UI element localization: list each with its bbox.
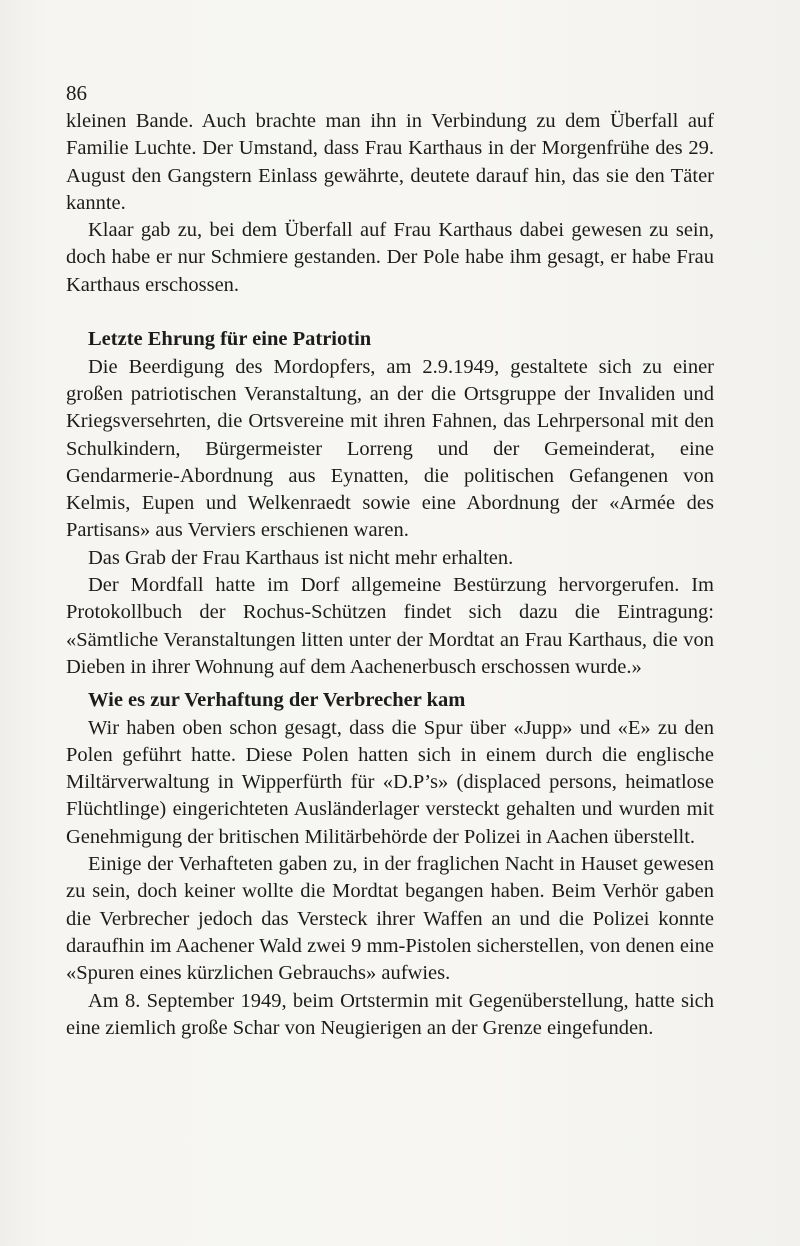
paragraph: kleinen Bande. Auch brachte man ihn in Verbindung zu dem Überfall auf Familie Luchte. Der Umstand, dass Frau Karthaus in der Morgenfrühe des 29. August den Gangstern Einlass gewährte, deutete darauf hin, das sie den Täter kannte. xyxy=(66,110,714,214)
section-heading: Letzte Ehrung für eine Patriotin xyxy=(88,328,372,351)
page-text-block xyxy=(66,78,714,1042)
section-heading: Wie es zur Verhaftung der Verbrecher kam xyxy=(88,689,466,712)
paragraph: Am 8. September 1949, beim Ortstermin mit Gegenüberstellung, hatte sich eine ziemlich große Schar von Neugierigen an der Grenze eingefunden. xyxy=(66,989,714,1039)
page-content xyxy=(66,108,714,1042)
paragraph: Das Grab der Frau Karthaus ist nicht mehr erhalten. xyxy=(88,546,514,569)
paragraph: Klaar gab zu, bei dem Überfall auf Frau Karthaus dabei gewesen zu sein, doch habe er nur Schmiere gestanden. Der Pole habe ihm gesagt, er habe Frau Karthaus erschossen. xyxy=(66,219,714,296)
paragraph: Einige der Verhafteten gaben zu, in der fraglichen Nacht in Hauset gewesen zu sein, doch keiner wollte die Mordtat begangen haben. Beim Verhör gaben die Verbrecher jedoch das Versteck ihrer Waffen an und die Polizei konnte daraufhin im Aachener Wald zwei 9 mm-Pistolen sicherstellen, von denen eine «Spuren eines kürzlichen Gebrauchs» aufwies. xyxy=(66,853,714,985)
paragraph: Der Mordfall hatte im Dorf allgemeine Bestürzung hervorgerufen. Im Protokollbuch der Rochus-Schützen findet sich dazu die Eintragung: «Sämtliche Veranstaltungen litten unter der Mordtat an Frau Karthaus, die von Dieben in ihrer Wohnung auf dem Aachenerbusch erschossen wurde.» xyxy=(66,574,714,678)
paragraph: Die Beerdigung des Mordopfers, am 2.9.1949, gestaltete sich zu einer großen patriotischen Veranstaltung, an der die Ortsgruppe der Invaliden und Kriegsversehrten, die Ortsvereine mit ihren Fahnen, das Lehrpersonal mit den Schulkindern, Bürgermeister Lorreng und der Gemeinderat, eine Gendarmerie-Abordnung aus Eynatten, die politischen Gefangenen von Kelmis, Eupen und Welkenraedt sowie eine Abordnung der «Armée des Partisans» aus Verviers erschienen waren. xyxy=(66,355,714,542)
section-spacer xyxy=(66,299,714,326)
paragraph: Wir haben oben schon gesagt, dass die Spur über «Jupp» und «E» zu den Polen geführt hatte. Diese Polen hatten sich in einem durch die englische Miltärverwaltung in Wipperfürth für «D.P’s» (displaced persons, heimatlose Flüchtlinge) eingerichteten Ausländerlager versteckt gehalten und wurden mit Genehmigung der britischen Militärbehörde der Polizei in Aachen überstellt. xyxy=(66,716,714,848)
page-number: 86 xyxy=(66,81,87,105)
